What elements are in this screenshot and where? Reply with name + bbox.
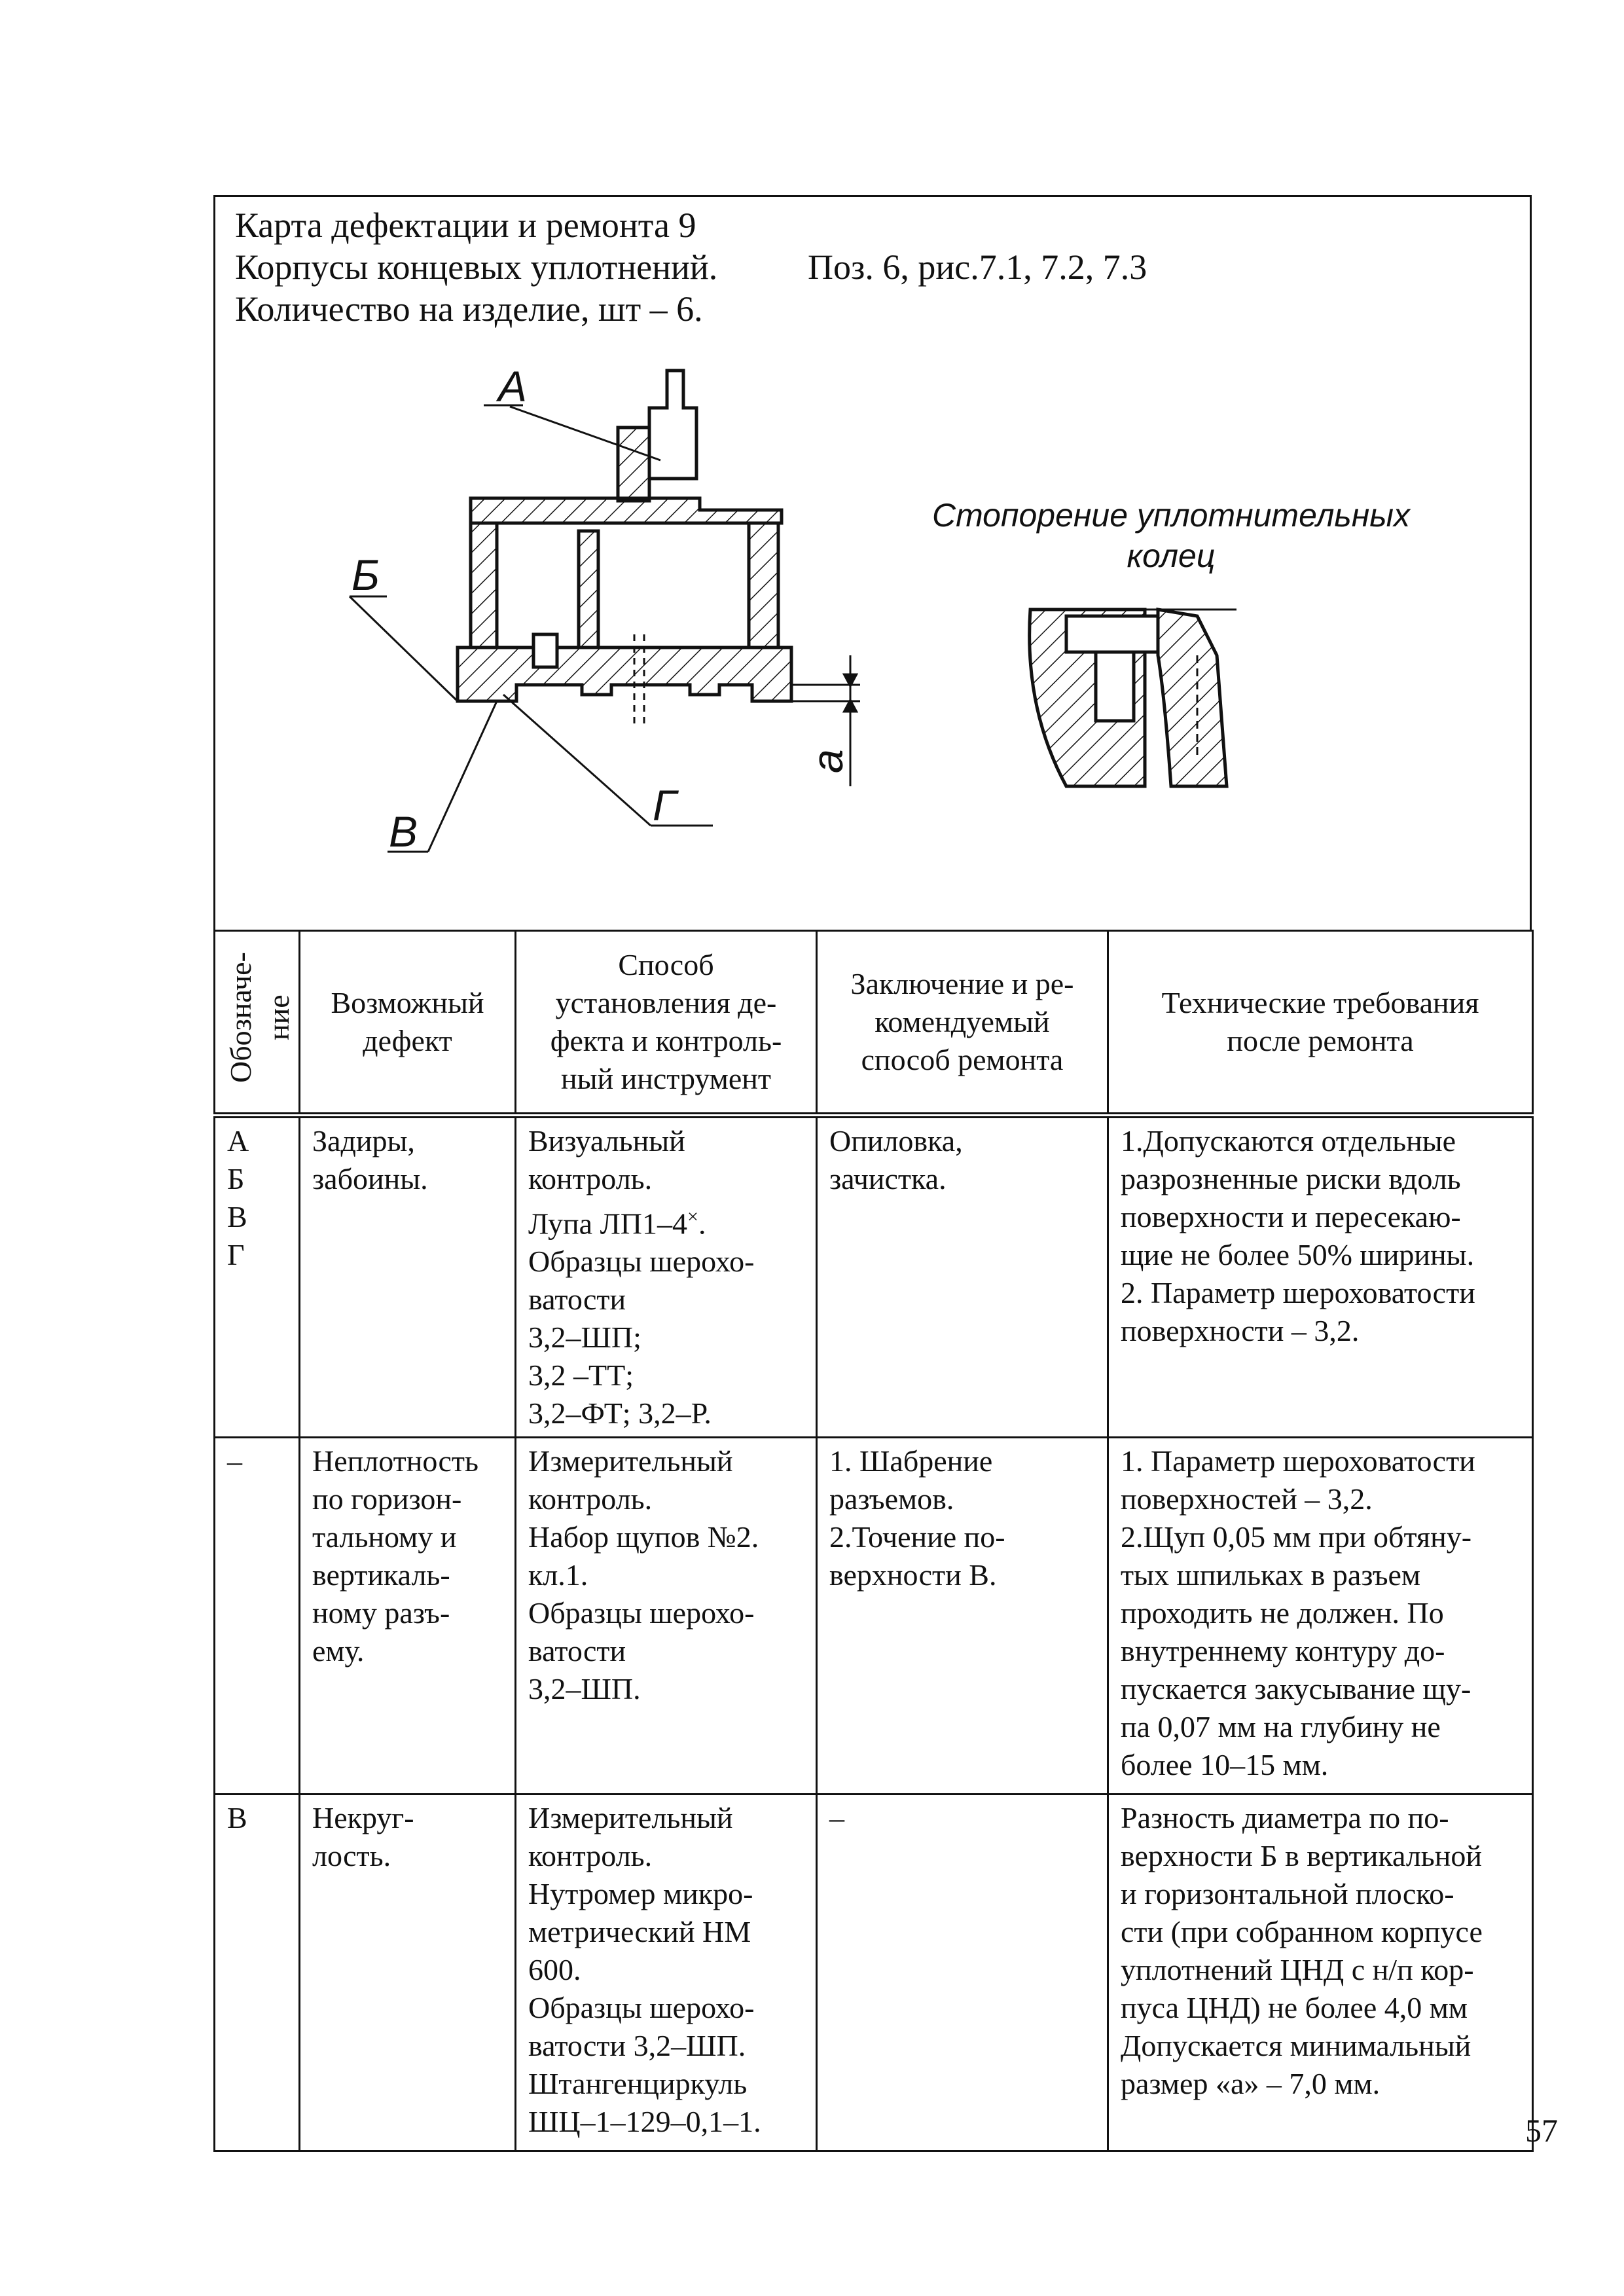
cell-line: поверхностей – 3,2. [1121, 1482, 1373, 1516]
cell-requirements [1108, 1438, 1533, 1795]
cell-method [516, 1116, 817, 1438]
ring-locking-detail [1030, 610, 1236, 786]
cell-designation [215, 1795, 300, 2151]
cell-line: Способ [618, 948, 714, 981]
cell-line: фекта и контроль- [550, 1024, 782, 1057]
cell-conclusion [817, 1438, 1108, 1795]
cell-line: Разность диаметра по по- [1121, 1801, 1449, 1835]
cell-line: Технические требования [1161, 986, 1479, 1019]
cell-line: сти (при собранном корпусе [1121, 1915, 1483, 1949]
cell-line: В [227, 1200, 247, 1233]
cell-line: дефект [363, 1024, 452, 1057]
cell-line: – [829, 1801, 844, 1835]
cell-line: проходить не должен. По [1121, 1596, 1444, 1630]
cell-line: 3,2–ШП. [528, 1672, 641, 1706]
cell-line: тальному и [312, 1520, 457, 1554]
cell-conclusion [817, 1795, 1108, 2151]
cell-line: пуса ЦНД) не более 4,0 мм [1121, 1991, 1468, 2025]
cell-line: контроль. [528, 1482, 653, 1516]
cell-line: поверхности и пересекаю- [1121, 1200, 1461, 1233]
cell-line: метрический НМ [528, 1915, 751, 1949]
cell-conclusion [817, 1116, 1108, 1438]
cell-defect [300, 1438, 516, 1795]
cell-line: Неплотность [312, 1444, 478, 1478]
label-a: А [498, 362, 528, 410]
table-header-row [215, 931, 1533, 1116]
card-title: Карта дефектации и ремонта 9 [235, 206, 696, 245]
cell-line: забоины. [312, 1162, 428, 1195]
label-g: Г [653, 781, 676, 829]
superscript-mark: × [687, 1206, 698, 1228]
cell-line: зачистка. [829, 1162, 947, 1195]
position-reference: Поз. 6, рис.7.1, 7.2, 7.3 [808, 247, 1147, 287]
cell-line: Г [227, 1238, 245, 1271]
cell-line: щие не более 50% ширины. [1121, 1238, 1475, 1271]
cell-line: Задиры, [312, 1124, 415, 1157]
page-number: 57 [1525, 2112, 1558, 2149]
cell-defect [300, 1116, 516, 1438]
cell-line: Образцы шерохо- [528, 1245, 755, 1279]
cell-line: уплотнений ЦНД с н/п кор- [1121, 1953, 1474, 1987]
quantity-line: Количество на изделие, шт – 6. [235, 289, 703, 329]
cell-line: установления де- [555, 986, 777, 1019]
cell-line: и горизонтальной плоско- [1121, 1877, 1454, 1911]
seal-housing-section [350, 371, 860, 852]
cell-line: – [227, 1444, 242, 1478]
cell-line: Визуальный [528, 1124, 685, 1157]
cell-line: Возможный [331, 986, 484, 1019]
cell-line: тых шпильках в разъем [1121, 1558, 1421, 1592]
locking-caption [903, 495, 1439, 576]
cell-designation [215, 1438, 300, 1795]
cell-line: верхности Б в вертикальной [1121, 1839, 1483, 1873]
label-dimension-a: а [803, 749, 852, 773]
cell-requirements [1108, 1795, 1533, 2151]
header-requirements [1108, 931, 1533, 1116]
table-row [215, 1438, 1533, 1795]
cell-line: Некруг- [312, 1801, 414, 1835]
cell-requirements [1108, 1116, 1533, 1438]
cell-line: способ ремонта [861, 1043, 1064, 1076]
cell-line: 600. [528, 1953, 581, 1987]
cell-line: кл.1. [528, 1558, 588, 1592]
cell-line: после ремонта [1227, 1024, 1414, 1057]
cell-line: ШЦ–1–129–0,1–1. [528, 2105, 761, 2139]
cell-line: Образцы шерохо- [528, 1991, 755, 2025]
cell-line: 2.Щуп 0,05 мм при обтяну- [1121, 1520, 1472, 1554]
cell-line: Опиловка, [829, 1124, 963, 1157]
cell-line: ему. [312, 1634, 365, 1668]
cell-method [516, 1438, 817, 1795]
cell-line: Заключение и ре- [850, 967, 1074, 1000]
cell-line: Набор щупов №2. [528, 1520, 759, 1554]
card-frame [213, 195, 1532, 930]
cell-line: Лупа ЛП1–4×. [528, 1206, 706, 1241]
cell-line: верхности В. [829, 1558, 997, 1592]
cell-line: ному разъ- [312, 1596, 450, 1630]
cell-line: 2.Точение по- [829, 1520, 1005, 1554]
cell-line: Измерительный [528, 1444, 733, 1478]
header-method [516, 931, 817, 1116]
part-name: Корпусы концевых уплотнений. [235, 247, 718, 287]
cell-line: контроль. [528, 1839, 653, 1873]
cell-method [516, 1795, 817, 2151]
cell-line: ватости 3,2–ШП. [528, 2029, 746, 2063]
caption-line-1: Стопорение уплотнительных [931, 497, 1411, 534]
cell-line: разрозненные риски вдоль [1121, 1162, 1461, 1195]
cell-line: Нутромер микро- [528, 1877, 753, 1911]
cell-line: лость. [312, 1839, 391, 1873]
cell-line: 1. Параметр шероховатости [1121, 1444, 1475, 1478]
defect-table [213, 930, 1534, 2152]
cell-line: ный инструмент [561, 1062, 771, 1095]
cell-line: А [227, 1124, 249, 1157]
cell-line: 3,2 –ТТ; [528, 1358, 634, 1393]
cell-line: 1.Допускаются отдельные [1121, 1124, 1456, 1157]
header-designation: Обозначе-ние [215, 931, 300, 1116]
cell-line: 3,2–ШП; [528, 1321, 641, 1355]
cell-line: па 0,07 мм на глубину не [1121, 1710, 1441, 1744]
header-conclusion [817, 931, 1108, 1116]
cell-line: поверхности – 3,2. [1121, 1314, 1360, 1347]
cell-line: по горизон- [312, 1482, 462, 1516]
label-v: В [389, 807, 418, 856]
cell-line: пускается закусывание щу- [1121, 1672, 1471, 1706]
cell-line: 2. Параметр шероховатости [1121, 1276, 1475, 1309]
cell-defect [300, 1795, 516, 2151]
cell-line: Штангенциркуль [528, 2067, 748, 2101]
cell-line: комендуемый [875, 1005, 1050, 1038]
cell-line: более 10–15 мм. [1121, 1748, 1329, 1782]
cell-line: Образцы шерохо- [528, 1596, 755, 1630]
cell-line: Измерительный [528, 1801, 733, 1835]
cell-line: разъемов. [829, 1482, 954, 1516]
cell-line: размер «а» – 7,0 мм. [1121, 2067, 1380, 2101]
cell-designation [215, 1116, 300, 1438]
cell-line: внутреннему контуру до- [1121, 1634, 1445, 1668]
cell-line: В [227, 1801, 247, 1835]
cell-line: Допускается минимальный [1121, 2029, 1471, 2063]
cell-line: контроль. [528, 1162, 653, 1195]
cell-line: ватости [528, 1283, 626, 1317]
table-row [215, 1795, 1533, 2151]
table-row [215, 1116, 1533, 1438]
cell-line: 3,2–ФТ; 3,2–Р. [528, 1396, 712, 1430]
cell-line: 1. Шабрение [829, 1444, 993, 1478]
cell-line: ватости [528, 1634, 626, 1668]
cell-line: вертикаль- [312, 1558, 450, 1592]
cell-line: Б [227, 1162, 245, 1195]
label-b: Б [352, 551, 380, 599]
header-defect [300, 931, 516, 1116]
caption-line-2: колец [1127, 538, 1216, 574]
